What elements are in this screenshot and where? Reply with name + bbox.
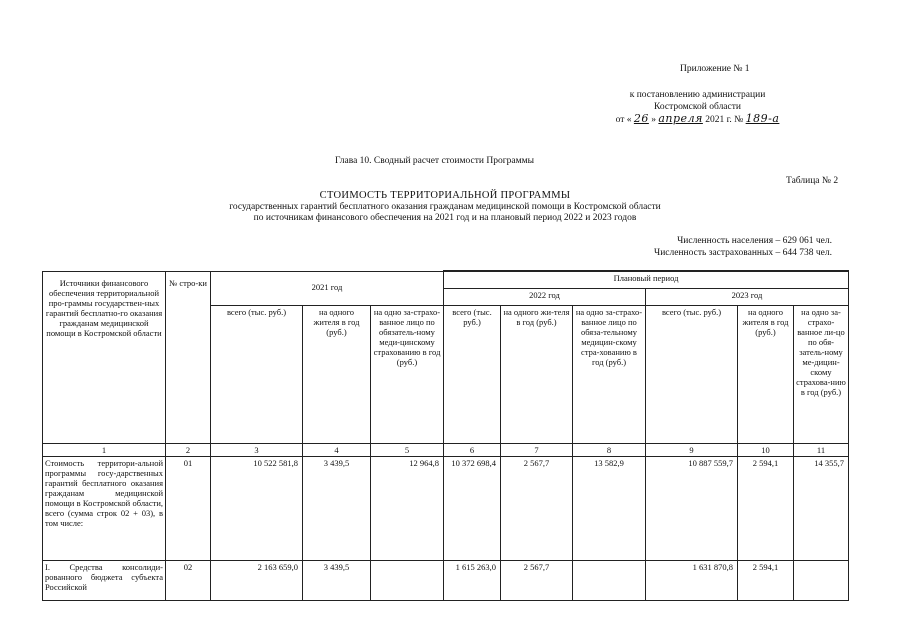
appendix-label: Приложение № 1 bbox=[680, 64, 750, 74]
sub-total-2021: всего (тыс. руб.) bbox=[211, 305, 303, 443]
order-year-no: 2021 г. № bbox=[705, 115, 744, 125]
order-line-1: к постановлению администрации bbox=[629, 90, 766, 100]
cell-2021-insured bbox=[371, 560, 444, 600]
col-num: 7 bbox=[501, 443, 573, 456]
sub-total-2022: всего (тыс. руб.) bbox=[444, 305, 501, 443]
sub-resident-2021: на одного жителя в год (руб.) bbox=[303, 305, 371, 443]
cell-2023-total: 10 887 559,7 bbox=[646, 456, 738, 560]
sub-total-2023: всего (тыс. руб.) bbox=[646, 305, 738, 443]
order-day: 26 bbox=[633, 112, 649, 125]
sub-insured-2022: на одно за-страхо-ванное лицо по обяза-тельному медицин-скому стра-хованию в год (руб.) bbox=[573, 305, 646, 443]
row-name: I. Средства консолиди-рованного бюджета субъекта Российской bbox=[43, 560, 166, 600]
cell-2021-resident: 3 439,5 bbox=[303, 456, 371, 560]
cell-2022-resident: 2 567,7 bbox=[501, 560, 573, 600]
col-num: 5 bbox=[371, 443, 444, 456]
row-no: 01 bbox=[166, 456, 211, 560]
order-month: апреля bbox=[658, 112, 703, 125]
col-num: 9 bbox=[646, 443, 738, 456]
col-num: 11 bbox=[794, 443, 849, 456]
col-num: 10 bbox=[738, 443, 794, 456]
col-num: 8 bbox=[573, 443, 646, 456]
title-line-1: СТОИМОСТЬ ТЕРРИТОРИАЛЬНОЙ ПРОГРАММЫ bbox=[319, 190, 571, 201]
row-no: 02 bbox=[166, 560, 211, 600]
insured-count: Численность застрахованных – 644 738 чел. bbox=[654, 247, 832, 258]
year-2021-header: 2021 год bbox=[211, 271, 444, 305]
title-line-2: государственных гарантий бесплатного оказания гражданам медицинской помощи в Костромской области bbox=[229, 201, 661, 212]
col-row-no-header: № стро-ки bbox=[166, 271, 211, 443]
order-sep: » bbox=[651, 115, 656, 125]
table-row bbox=[43, 456, 849, 560]
table-row bbox=[43, 560, 849, 600]
cell-2023-resident: 2 594,1 bbox=[738, 456, 794, 560]
cell-2021-resident: 3 439,5 bbox=[303, 560, 371, 600]
planned-period-header: Плановый период bbox=[444, 271, 849, 288]
row-name: Стоимость территори-альной программы госу-дарственных гарантий бесплатного оказания гражданам медицинской помощи в Костромской области, всего (сумма строк 02 + 03), в том числе: bbox=[43, 456, 166, 560]
cell-2022-insured: 13 582,9 bbox=[573, 456, 646, 560]
population-info bbox=[600, 236, 832, 259]
cell-2023-insured: 14 355,7 bbox=[794, 456, 849, 560]
col-source-header: Источники финансового обеспечения территориальной про-граммы государствен-ных гарантий бесплатно-го оказания гражданам медицинской помощи в Костромской области bbox=[43, 271, 166, 443]
cell-2021-total: 10 522 581,8 bbox=[211, 456, 303, 560]
order-number: 189-а bbox=[745, 112, 780, 125]
year-2022-header: 2022 год bbox=[444, 288, 646, 305]
title-line-3: по источникам финансового обеспечения на 2021 год и на плановый период 2022 и 2023 годов bbox=[253, 213, 637, 223]
table-number: Таблица № 2 bbox=[786, 176, 839, 186]
order-date-line bbox=[560, 113, 835, 127]
document-title bbox=[150, 190, 740, 225]
sub-insured-2023: на одно за-страхо-ванное ли-цо по обя-затель-ному ме-дицин-скому страхова-нию в год (руб.) bbox=[794, 305, 849, 443]
sub-insured-2021: на одно за-страхо-ванное лицо по обязатель-ному меди-цинскому страхованию в год (руб.) bbox=[371, 305, 444, 443]
sub-resident-2023: на одного жителя в год (руб.) bbox=[738, 305, 794, 443]
cell-2023-total: 1 631 870,8 bbox=[646, 560, 738, 600]
chapter-heading: Глава 10. Сводный расчет стоимости Программы bbox=[335, 156, 534, 166]
sub-resident-2022: на одного жи-теля в год (руб.) bbox=[501, 305, 573, 443]
col-num: 6 bbox=[444, 443, 501, 456]
cell-2021-insured: 12 964,8 bbox=[371, 456, 444, 560]
cell-2023-resident: 2 594,1 bbox=[738, 560, 794, 600]
order-line-2: Костромской области bbox=[654, 101, 741, 112]
col-num: 2 bbox=[166, 443, 211, 456]
cell-2022-total: 10 372 698,4 bbox=[444, 456, 501, 560]
cell-2021-total: 2 163 659,0 bbox=[211, 560, 303, 600]
header-row-1 bbox=[43, 271, 849, 288]
order-reference bbox=[560, 90, 835, 127]
cell-2023-insured bbox=[794, 560, 849, 600]
col-num: 4 bbox=[303, 443, 371, 456]
col-num: 3 bbox=[211, 443, 303, 456]
order-from: от « bbox=[615, 115, 632, 125]
cell-2022-resident: 2 567,7 bbox=[501, 456, 573, 560]
cell-2022-total: 1 615 263,0 bbox=[444, 560, 501, 600]
population-count: Численность населения – 629 061 чел. bbox=[677, 236, 832, 246]
col-num: 1 bbox=[43, 443, 166, 456]
column-number-row bbox=[43, 443, 849, 456]
cell-2022-insured bbox=[573, 560, 646, 600]
year-2023-header: 2023 год bbox=[646, 288, 849, 305]
cost-table bbox=[42, 270, 849, 601]
